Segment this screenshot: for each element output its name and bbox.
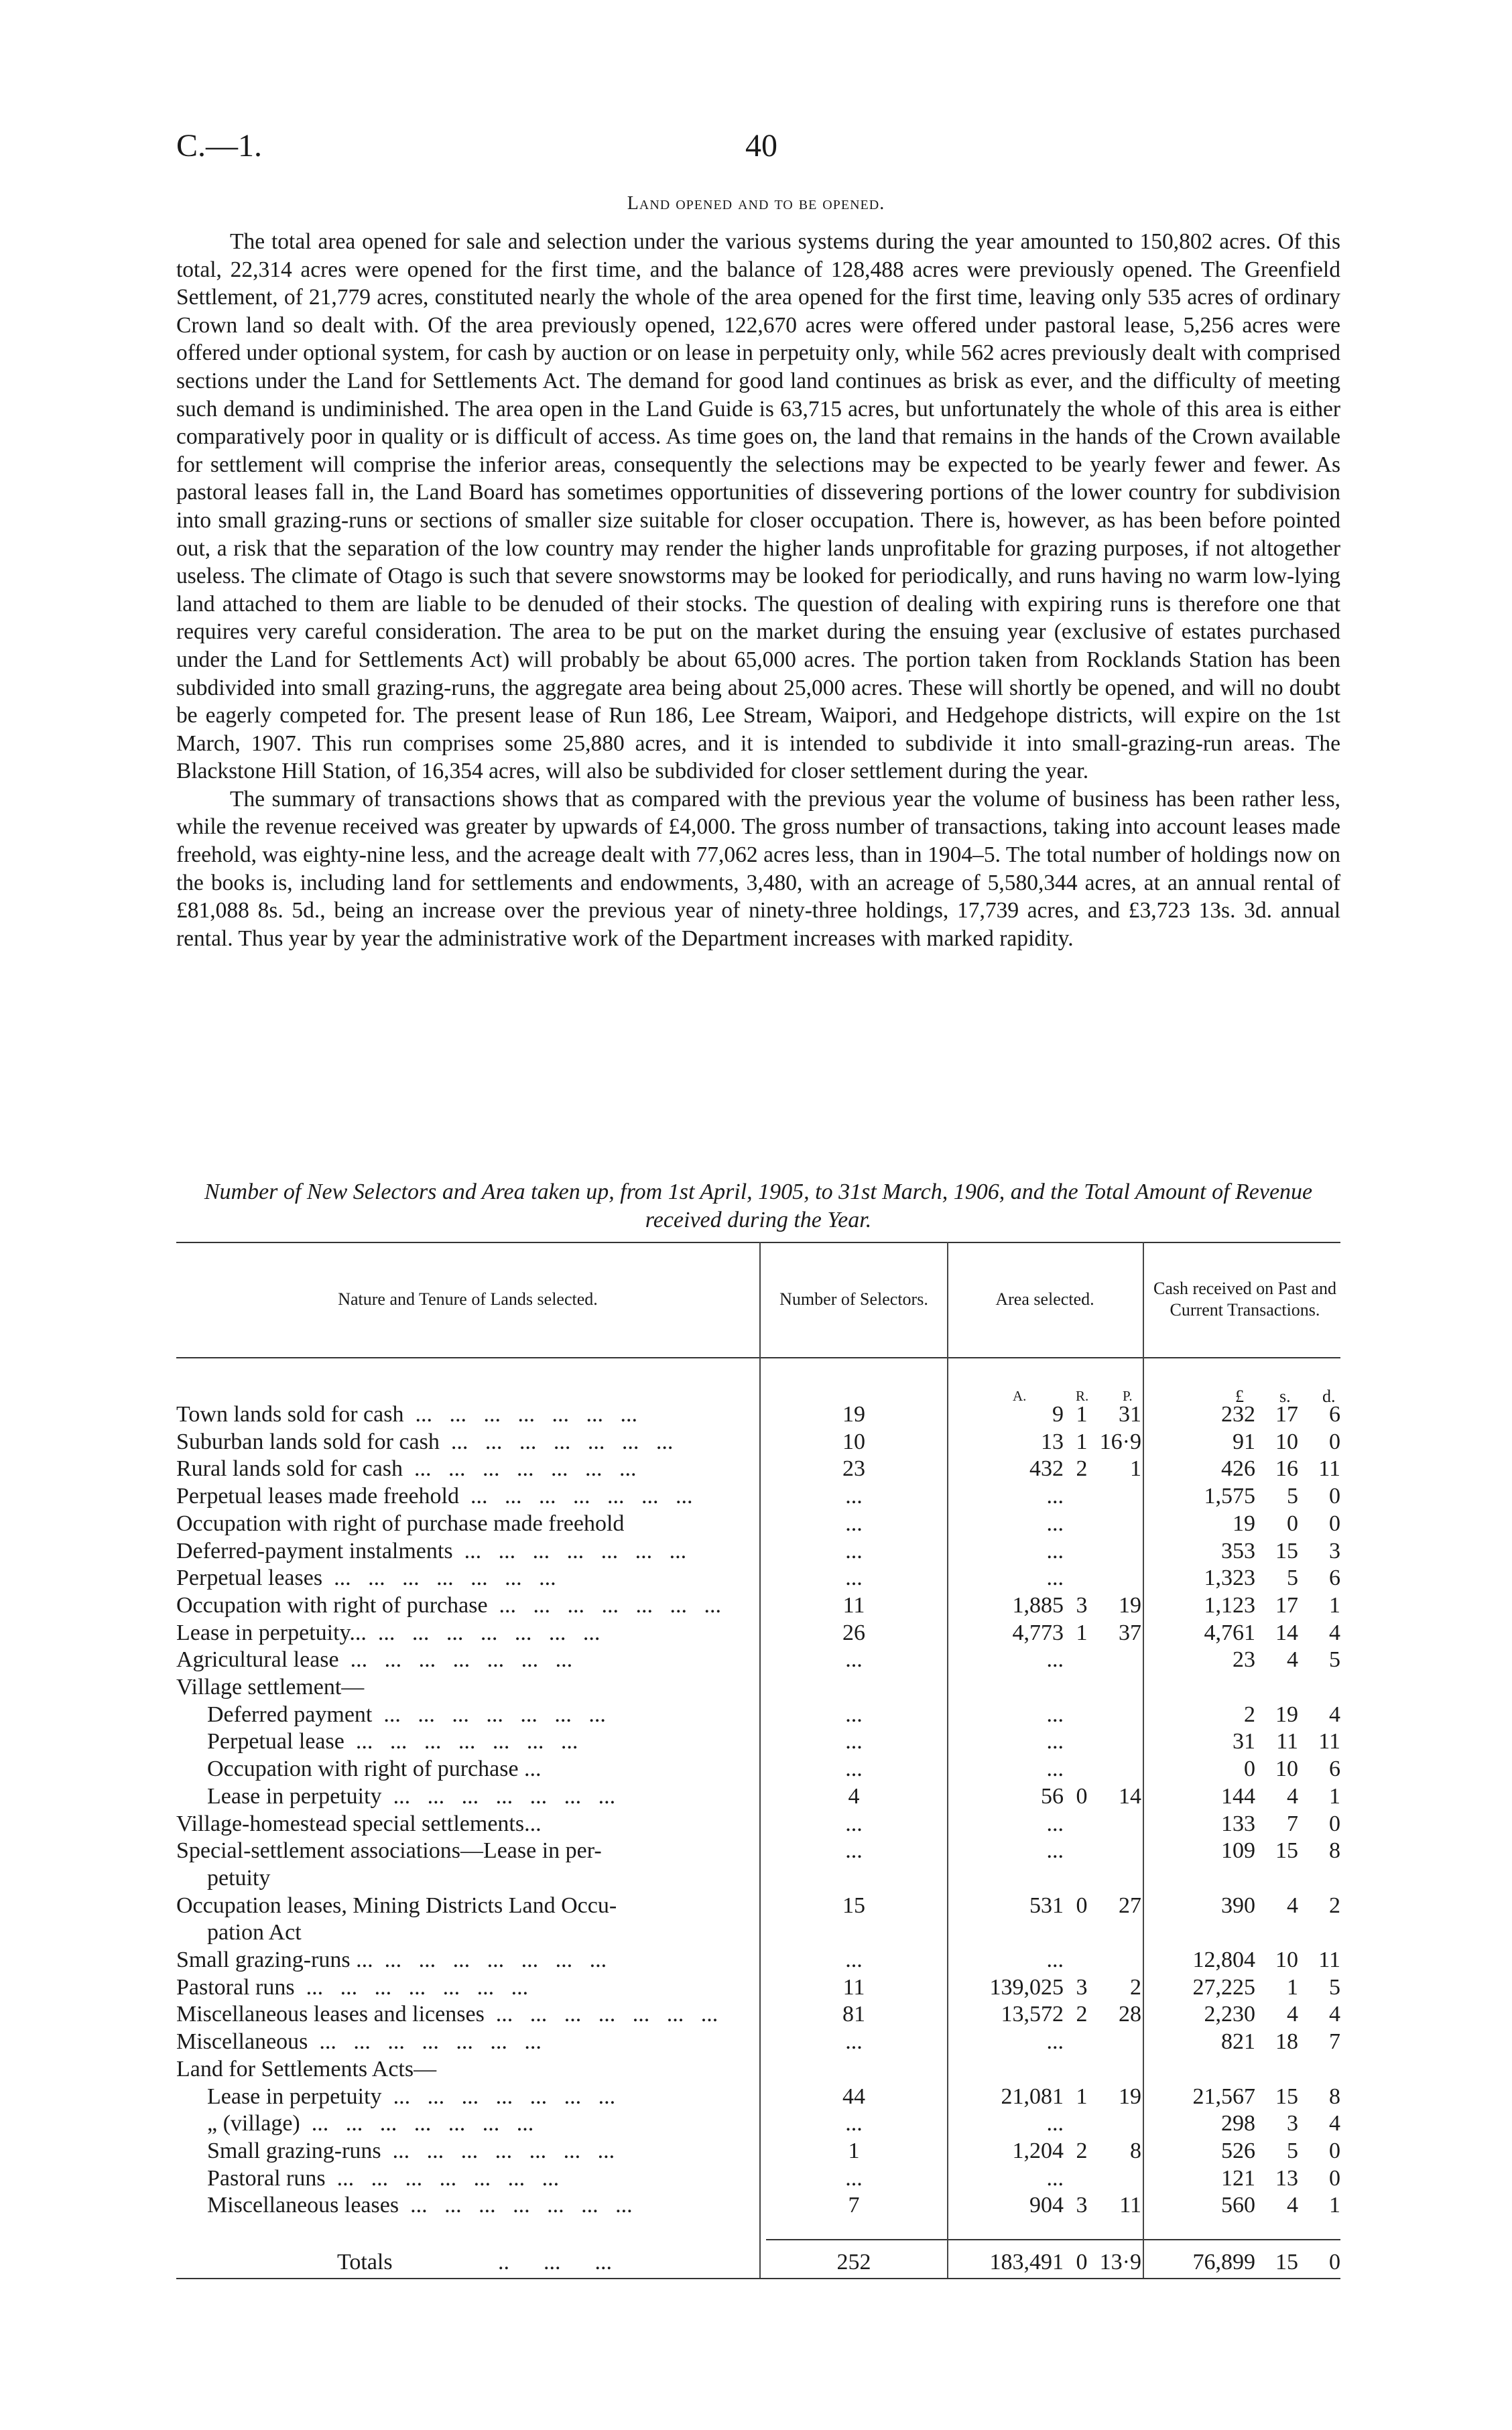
row-acres: ... (1046, 2165, 1064, 2191)
row-shillings: 11 (1276, 1729, 1298, 1754)
row-shillings: 14 (1275, 1620, 1298, 1645)
totals-perches: 13·9 (1099, 2250, 1141, 2275)
row-acres: 1,885 (1012, 1592, 1064, 1618)
row-label: Perpetual leases ... (176, 1565, 756, 1592)
row-label: Perpetual leases made freehold ... (176, 1483, 756, 1510)
row-shillings: 17 (1275, 1592, 1298, 1618)
table-row (176, 1592, 1340, 1619)
row-acres: 9 (1052, 1402, 1064, 1427)
row-pounds: 27,225 (1192, 1974, 1255, 2000)
row-label: Village settlement— (176, 1675, 365, 1700)
row-shillings: 5 (1287, 1484, 1298, 1509)
table-caption: Number of New Selectors and Area taken up, from 1st April, 1905, to 31st March, 1906, and the Total Amount of Revenue received during the Year. (204, 1179, 1313, 1232)
row-acres: ... (1046, 1702, 1064, 1727)
row-label: petuity (207, 1865, 271, 1891)
row-selectors: ... (845, 1538, 863, 1563)
row-pounds: 23 (1233, 1647, 1255, 1673)
row-roods: 1 (1076, 2084, 1088, 2109)
row-shillings: 16 (1275, 1456, 1298, 1482)
body-text (176, 228, 1340, 952)
row-pounds: 109 (1221, 1838, 1255, 1864)
row-pence: 4 (1329, 2111, 1340, 2136)
row-perches: 8 (1130, 2138, 1141, 2163)
paragraph-summary: The summary of transactions shows that as compared with the previous year the volume of business has been rather less, while the revenue received was greater by upwards of £4,000. The gross number of transactions, taking into account leases made freehold, was eighty-nine less, and the acreage dealt with 77,062 acres less, than in 1904–5. The total number of holdings now on the books is, including land for settlements and endowments, 3,480, with an acreage of 5,580,344 acres, at an annual rental of £81,088 8s. 5d., being an increase over the previous year of ninety-three holdings, 17,739 acres, and £3,723 13s. 3d. annual rental. Thus year by year the administrative work of the Department increases with marked rapidity. (176, 786, 1340, 951)
row-acres: 56 (1041, 1783, 1064, 1809)
row-selectors: ... (845, 1947, 863, 1972)
table-row (176, 1429, 1340, 1456)
totals-rule (766, 2239, 1340, 2240)
row-label: Deferred payment ... (207, 1702, 756, 1728)
header-bottom-rule (176, 1357, 1340, 1358)
row-label: Lease in perpetuity... ... (176, 1620, 756, 1647)
totals-leader-dots: .. ... ... (498, 2250, 612, 2275)
table-row (176, 2110, 1340, 2137)
row-pence: 0 (1329, 1511, 1340, 1536)
row-pence: 3 (1329, 1538, 1340, 1563)
row-shillings: 3 (1287, 2111, 1298, 2136)
row-label: Miscellaneous ... (176, 2029, 756, 2055)
row-pence: 5 (1329, 1974, 1340, 2000)
row-label: Occupation with right of purchase made freehold (176, 1511, 625, 1536)
totals-pounds: 76,899 (1192, 2250, 1255, 2275)
row-shillings: 15 (1275, 1838, 1298, 1864)
row-perches: 19 (1119, 1592, 1141, 1618)
table-row (176, 1893, 1340, 1919)
row-pounds: 31 (1233, 1729, 1255, 1754)
row-pence: 5 (1329, 1647, 1340, 1673)
row-pounds: 19 (1233, 1511, 1255, 1536)
row-pounds: 821 (1221, 2029, 1255, 2055)
header-nature: Nature and Tenure of Lands selected. (338, 1289, 598, 1309)
table-row (176, 1511, 1340, 1537)
unit-pounds: £ (1235, 1387, 1244, 1406)
row-selectors: 7 (848, 2193, 860, 2218)
row-acres: 13,572 (1001, 2002, 1064, 2027)
row-acres: ... (1046, 1647, 1064, 1673)
row-label: Suburban lands sold for cash ... (176, 1429, 756, 1456)
row-perches: 31 (1119, 1402, 1141, 1427)
row-shillings: 10 (1275, 1429, 1298, 1454)
row-roods: 2 (1076, 2138, 1088, 2163)
row-pounds: 2,230 (1204, 2002, 1255, 2027)
unit-pence: d. (1322, 1387, 1336, 1406)
row-pence: 7 (1329, 2029, 1340, 2055)
table-row (176, 1674, 1340, 1701)
row-roods: 1 (1076, 1620, 1088, 1645)
table-row (176, 2138, 1340, 2165)
row-pounds: 0 (1244, 1756, 1255, 1782)
row-acres: 4,773 (1012, 1620, 1064, 1645)
row-acres: ... (1046, 1511, 1064, 1536)
row-selectors: 4 (848, 1783, 860, 1809)
row-acres: 1,204 (1012, 2138, 1064, 2163)
row-shillings: 7 (1287, 1811, 1298, 1836)
row-label: Special-settlement associations—Lease in per- (176, 1838, 602, 1864)
row-label: Pastoral runs ... (176, 1974, 756, 2001)
row-pence: 2 (1329, 1893, 1340, 1918)
row-pounds: 2 (1244, 1702, 1255, 1727)
row-selectors: 11 (842, 1974, 865, 2000)
row-pounds: 144 (1221, 1783, 1255, 1809)
row-pence: 1 (1329, 2193, 1340, 2218)
row-selectors: ... (845, 1838, 863, 1864)
table-row (176, 1456, 1340, 1482)
row-pence: 1 (1329, 1783, 1340, 1809)
row-pence: 4 (1329, 1620, 1340, 1645)
table-row (176, 1565, 1340, 1592)
row-shillings: 13 (1275, 2165, 1298, 2191)
row-shillings: 19 (1275, 1702, 1298, 1727)
row-pounds: 1,123 (1204, 1592, 1255, 1618)
table-bottom-rule (176, 2278, 1340, 2279)
row-label: Rural lands sold for cash ... (176, 1456, 756, 1482)
row-acres: ... (1046, 2111, 1064, 2136)
document-code: C.—1. (176, 128, 263, 164)
row-shillings: 4 (1287, 2002, 1298, 2027)
row-pounds: 298 (1221, 2111, 1255, 2136)
totals-selectors: 252 (836, 2250, 871, 2275)
header-area: Area selected. (995, 1289, 1094, 1309)
row-selectors: 44 (842, 2084, 865, 2109)
totals-pence: 0 (1329, 2250, 1340, 2275)
table-row (176, 1974, 1340, 2001)
row-label: Village-homestead special settlements... (176, 1811, 542, 1836)
row-label: pation Act (207, 1920, 302, 1945)
row-roods: 3 (1076, 1974, 1088, 2000)
row-shillings: 5 (1287, 2138, 1298, 2163)
row-selectors: ... (845, 2111, 863, 2136)
table-row (176, 1838, 1340, 1864)
row-label: Miscellaneous leases and licenses ... (176, 2001, 756, 2028)
totals-roods: 0 (1076, 2250, 1088, 2275)
unit-shillings: s. (1279, 1387, 1291, 1406)
row-pounds: 21,567 (1192, 2084, 1255, 2109)
table-row (176, 1728, 1340, 1755)
row-pence: 8 (1329, 2084, 1340, 2109)
row-acres: 139,025 (989, 1974, 1064, 2000)
row-selectors: ... (845, 1811, 863, 1836)
row-selectors: ... (845, 1702, 863, 1727)
table-row (176, 1620, 1340, 1647)
row-acres: ... (1046, 1838, 1064, 1864)
row-pounds: 526 (1221, 2138, 1255, 2163)
row-pence: 1 (1329, 1592, 1340, 1618)
table-row (176, 1756, 1340, 1783)
row-shillings: 5 (1287, 1565, 1298, 1591)
row-selectors: 81 (842, 2002, 865, 2027)
row-acres: ... (1046, 1729, 1064, 1754)
table-row (176, 1947, 1340, 1974)
row-shillings: 4 (1287, 1783, 1298, 1809)
row-pence: 4 (1329, 1702, 1340, 1727)
row-pounds: 560 (1221, 2193, 1255, 2218)
row-selectors: 10 (842, 1429, 865, 1454)
row-selectors: ... (845, 1729, 863, 1754)
table-row (176, 1538, 1340, 1565)
row-acres: ... (1046, 1538, 1064, 1563)
row-label: Small grazing-runs ... (207, 2138, 756, 2165)
selectors-table (176, 1242, 1340, 2279)
row-acres: ... (1046, 1484, 1064, 1509)
row-selectors: ... (845, 1756, 863, 1782)
row-label: Town lands sold for cash ... (176, 1401, 756, 1428)
row-shillings: 10 (1275, 1947, 1298, 1972)
row-pounds: 91 (1233, 1429, 1255, 1454)
row-pounds: 426 (1221, 1456, 1255, 1482)
row-selectors: 26 (842, 1620, 865, 1645)
row-pounds: 12,804 (1192, 1947, 1255, 1972)
row-roods: 0 (1076, 1893, 1088, 1918)
row-label: Deferred-payment instalments ... (176, 1538, 756, 1565)
row-shillings: 4 (1287, 2193, 1298, 2218)
header-selectors: Number of Selectors. (779, 1289, 928, 1309)
row-pence: 6 (1329, 1565, 1340, 1591)
table-row (176, 2165, 1340, 2192)
row-shillings: 0 (1287, 1511, 1298, 1536)
table-row (176, 2056, 1340, 2083)
totals-shillings: 15 (1275, 2250, 1298, 2275)
row-acres: 531 (1029, 1893, 1064, 1918)
row-selectors: ... (845, 1647, 863, 1673)
row-selectors: ... (845, 1511, 863, 1536)
row-pence: 11 (1318, 1729, 1340, 1754)
totals-acres: 183,491 (989, 2250, 1064, 2275)
row-pounds: 4,761 (1204, 1620, 1255, 1645)
row-perches: 27 (1119, 1893, 1141, 1918)
row-pence: 0 (1329, 1429, 1340, 1454)
row-shillings: 4 (1287, 1893, 1298, 1918)
unit-perches: P. (1123, 1388, 1133, 1404)
row-pence: 0 (1329, 2138, 1340, 2163)
row-selectors: ... (845, 1484, 863, 1509)
row-label: Occupation with right of purchase ... (207, 1756, 542, 1782)
table-row (176, 1919, 1340, 1946)
table-row (176, 1811, 1340, 1838)
row-acres: ... (1046, 1756, 1064, 1782)
row-roods: 3 (1076, 1592, 1088, 1618)
row-selectors: 19 (842, 1402, 865, 1427)
row-shillings: 1 (1287, 1974, 1298, 2000)
row-label: „ (village) ... (207, 2110, 756, 2137)
row-perches: 19 (1119, 2084, 1141, 2109)
row-shillings: 15 (1275, 2084, 1298, 2109)
table-row (176, 1783, 1340, 1810)
row-shillings: 18 (1275, 2029, 1298, 2055)
table-row (176, 1702, 1340, 1728)
row-roods: 2 (1076, 2002, 1088, 2027)
row-pence: 11 (1318, 1947, 1340, 1972)
row-selectors: 1 (848, 2138, 860, 2163)
table-row (176, 2029, 1340, 2055)
row-pence: 11 (1318, 1456, 1340, 1482)
table-row (176, 1865, 1340, 1892)
row-pence: 0 (1329, 1484, 1340, 1509)
row-acres: ... (1046, 2029, 1064, 2055)
row-perches: 28 (1119, 2002, 1141, 2027)
row-shillings: 4 (1287, 1647, 1298, 1673)
table-row (176, 1647, 1340, 1673)
table-row (176, 1401, 1340, 1428)
unit-acres: A. (1013, 1388, 1027, 1404)
row-label: Agricultural lease ... (176, 1647, 756, 1673)
row-roods: 0 (1076, 1783, 1088, 1809)
row-perches: 1 (1130, 1456, 1141, 1482)
header-cash: Cash received on Past and Current Transactions. (1153, 1279, 1336, 1320)
row-selectors: ... (845, 2029, 863, 2055)
row-selectors: ... (845, 1565, 863, 1591)
row-perches: 11 (1119, 2193, 1141, 2218)
page-number: 40 (745, 128, 777, 164)
row-selectors: 23 (842, 1456, 865, 1482)
unit-roods: R. (1076, 1388, 1089, 1404)
row-shillings: 17 (1275, 1402, 1298, 1427)
row-label: Perpetual lease ... (207, 1728, 756, 1755)
totals-row (176, 2249, 1340, 2276)
row-label: Occupation with right of purchase ... (176, 1592, 756, 1619)
row-pounds: 232 (1221, 1402, 1255, 1427)
row-acres: 13 (1041, 1429, 1064, 1454)
table-row (176, 2192, 1340, 2219)
row-pounds: 1,575 (1204, 1484, 1255, 1509)
row-roods: 1 (1076, 1402, 1088, 1427)
section-title: Land opened and to be opened. (627, 193, 885, 214)
row-pounds: 121 (1221, 2165, 1255, 2191)
row-shillings: 15 (1275, 1538, 1298, 1563)
row-acres: 904 (1029, 2193, 1064, 2218)
row-label: Lease in perpetuity ... (207, 1783, 756, 1810)
row-roods: 3 (1076, 2193, 1088, 2218)
row-pence: 0 (1329, 2165, 1340, 2191)
row-pence: 4 (1329, 2002, 1340, 2027)
table-row (176, 2084, 1340, 2110)
row-roods: 1 (1076, 1429, 1088, 1454)
paragraph-land-opened: The total area opened for sale and selection under the various systems during the year amounted to 150,802 acres. Of this total, 22,314 acres were opened for the first time, and the balance of 128,488 acres were previously opened. The Greenfield Settlement, of 21,779 acres, constituted nearly the whole of the area opened for the first time, leaving only 535 acres of ordinary Crown land so dealt with. Of the area previously opened, 122,670 acres were offered under pastoral lease, 5,256 acres were offered under optional system, for cash by auction or on lease in perpetuity only, while 562 acres previously dealt with comprised sections under the Land for Settlements Act. The demand for good land continues as brisk as ever, and the difficulty of meeting such demand is undiminished. The area open in the Land Guide is 63,715 acres, but unfortunately the whole of this area is either comparatively poor in quality or is difficult of access. As time goes on, the land that remains in the hands of the Crown available for settlement will comprise the inferior areas, consequently the selections may be expected to be yearly fewer and fewer. As pastoral leases fall in, the Land Board has sometimes opportunities of dissevering portions of the lower country for subdivision into small grazing-runs or sections of smaller size suitable for closer occupation. There is, however, as has been before pointed out, a risk that the separation of the low country may render the higher lands unprofitable for grazing purposes, if not altogether useless. The climate of Otago is such that severe snowstorms may be looked for periodically, and runs having no warm low-lying land attached to them are liable to be denuded of their stocks. The question of dealing with expiring runs is therefore one that requires very careful consideration. The area to be put on the market during the ensuing year (exclusive of estates purchased under the Land for Settlements Act) will probably be about 65,000 acres. The portion taken from Rocklands Station has been subdivided into small grazing-runs, the aggregate area being about 25,000 acres. These will shortly be opened, and will no doubt be eagerly competed for. The present lease of Run 186, Lee Stream, Waipori, and Hedgehope districts, will expire on the 1st March, 1907. This run comprises some 25,880 acres, and it is intended to subdivide it into small-grazing-run areas. The Blackstone Hill Station, of 16,354 acres, will also be subdivided for closer settlement during the year. (176, 229, 1340, 784)
row-label: Land for Settlements Acts— (176, 2056, 437, 2082)
row-shillings: 10 (1275, 1756, 1298, 1782)
row-pence: 8 (1329, 1838, 1340, 1864)
row-pounds: 390 (1221, 1893, 1255, 1918)
row-label: Miscellaneous leases ... (207, 2192, 756, 2219)
row-label: Small grazing-runs ... ... (176, 1947, 756, 1974)
row-label: Lease in perpetuity ... (207, 2084, 756, 2110)
totals-label: Totals (337, 2250, 393, 2275)
row-acres: ... (1046, 1947, 1064, 1972)
row-perches: 16·9 (1099, 1429, 1141, 1454)
row-acres: 21,081 (1001, 2084, 1064, 2109)
row-pence: 6 (1329, 1402, 1340, 1427)
row-perches: 2 (1130, 1974, 1141, 2000)
row-roods: 2 (1076, 1456, 1088, 1482)
row-pence: 6 (1329, 1756, 1340, 1782)
row-pounds: 1,323 (1204, 1565, 1255, 1591)
row-pounds: 133 (1221, 1811, 1255, 1836)
row-pounds: 353 (1221, 1538, 1255, 1563)
row-perches: 14 (1119, 1783, 1141, 1809)
row-acres: 432 (1029, 1456, 1064, 1482)
row-acres: ... (1046, 1811, 1064, 1836)
row-acres: ... (1046, 1565, 1064, 1591)
row-perches: 37 (1119, 1620, 1141, 1645)
row-selectors: 15 (842, 1893, 865, 1918)
row-label: Occupation leases, Mining Districts Land Occu- (176, 1893, 617, 1918)
row-pence: 0 (1329, 1811, 1340, 1836)
row-selectors: 11 (842, 1592, 865, 1618)
table-row (176, 2001, 1340, 2028)
table-row (176, 1483, 1340, 1510)
row-label: Pastoral runs ... (207, 2165, 756, 2192)
row-selectors: ... (845, 2165, 863, 2191)
